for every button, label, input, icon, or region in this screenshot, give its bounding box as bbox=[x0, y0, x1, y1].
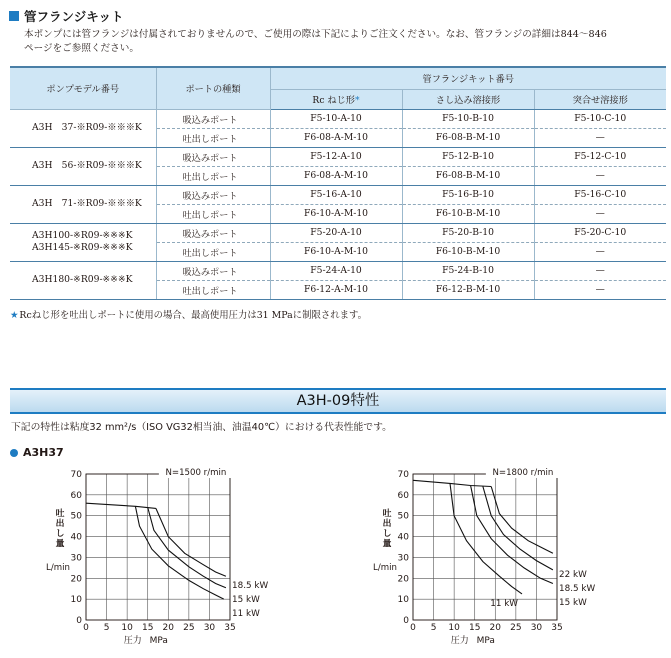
note-text: Rcねじ形を吐出しポートに使用の場合、最高使用圧力は31 MPaに制限されます。 bbox=[19, 310, 367, 321]
x-tick-label: 35 bbox=[224, 623, 236, 633]
y-axis-label-char: 出 bbox=[55, 519, 65, 529]
butt-kit-cell: F5-12-C-10 bbox=[534, 147, 666, 166]
model-number: A3H 71-※R09-※※※K bbox=[32, 198, 142, 209]
series-line-15kW bbox=[471, 486, 553, 584]
series-label: 15 kW bbox=[559, 598, 587, 608]
rc-kit-cell: F6-10-A-M-10 bbox=[270, 204, 402, 223]
plot-frame bbox=[86, 474, 230, 620]
model-number: A3H 56-※R09-※※※K bbox=[32, 160, 142, 171]
butt-kit-cell: — bbox=[534, 261, 666, 280]
port-cell: 吸込みポート bbox=[156, 109, 270, 128]
butt-kit-cell: — bbox=[534, 166, 666, 185]
series-line-18.5kW bbox=[156, 508, 226, 576]
x-tick-label: 0 bbox=[83, 623, 89, 633]
butt-kit-cell: — bbox=[534, 204, 666, 223]
col-header-butt: 突合せ溶接形 bbox=[534, 89, 666, 109]
y-tick-label: 0 bbox=[403, 616, 409, 626]
x-axis-unit: MPa bbox=[149, 636, 168, 646]
y-tick-label: 20 bbox=[397, 574, 409, 585]
x-axis-unit: MPa bbox=[476, 636, 495, 646]
x-tick-label: 15 bbox=[141, 623, 154, 633]
chart-title: N=1800 r/min bbox=[492, 468, 554, 478]
socket-kit-cell: F6-08-B-M-10 bbox=[402, 128, 534, 147]
socket-kit-cell: F5-16-B-10 bbox=[402, 185, 534, 204]
x-tick-label: 30 bbox=[203, 623, 216, 633]
y-axis-label-char: 量 bbox=[55, 539, 65, 549]
port-cell: 吐出しポート bbox=[156, 128, 270, 147]
port-cell: 吸込みポート bbox=[156, 261, 270, 280]
series-line-11kW bbox=[450, 483, 522, 594]
subsection-title-text: A3H37 bbox=[23, 446, 64, 459]
y-axis-unit: L/min bbox=[373, 563, 397, 573]
series-label: 11 kW bbox=[490, 598, 519, 609]
col-header-kit: 管フランジキット番号 bbox=[270, 67, 666, 89]
col-header-rc: Rc ねじ形* bbox=[270, 89, 402, 109]
series-line-envelope bbox=[413, 480, 491, 486]
port-cell: 吐出しポート bbox=[156, 280, 270, 299]
x-tick-label: 0 bbox=[410, 623, 416, 633]
star-icon: ★ bbox=[10, 310, 19, 321]
x-tick-label: 10 bbox=[448, 623, 460, 633]
butt-kit-cell: — bbox=[534, 242, 666, 261]
y-axis-label-char: 吐 bbox=[382, 509, 392, 519]
x-tick-label: 10 bbox=[121, 623, 133, 633]
socket-kit-cell: F6-08-B-M-10 bbox=[402, 166, 534, 185]
butt-kit-cell: F5-20-C-10 bbox=[534, 223, 666, 242]
x-tick-label: 5 bbox=[430, 623, 437, 633]
series-label: 11 kW bbox=[232, 609, 260, 619]
y-tick-label: 10 bbox=[397, 595, 409, 606]
x-tick-label: 25 bbox=[510, 623, 522, 633]
y-axis-label-char: 量 bbox=[382, 539, 392, 549]
x-tick-label: 30 bbox=[530, 623, 543, 633]
x-tick-label: 15 bbox=[468, 623, 481, 633]
series-label: 18.5 kW bbox=[559, 584, 596, 594]
rc-kit-cell: F6-08-A-M-10 bbox=[270, 166, 402, 185]
socket-kit-cell: F6-10-B-M-10 bbox=[402, 204, 534, 223]
rc-kit-cell: F6-08-A-M-10 bbox=[270, 128, 402, 147]
x-tick-label: 35 bbox=[551, 623, 563, 633]
rc-kit-cell: F5-10-A-10 bbox=[270, 109, 402, 128]
x-axis-label: 圧力 bbox=[123, 636, 142, 646]
x-tick-label: 25 bbox=[183, 623, 195, 633]
y-tick-label: 60 bbox=[70, 490, 82, 501]
socket-kit-cell: F5-24-B-10 bbox=[402, 261, 534, 280]
series-line-envelope bbox=[86, 503, 156, 508]
banner-title: A3H-09特性 bbox=[296, 393, 380, 409]
butt-kit-cell: — bbox=[534, 280, 666, 299]
col-header-model: ポンプモデル番号 bbox=[10, 67, 156, 109]
port-cell: 吸込みポート bbox=[156, 185, 270, 204]
x-tick-label: 5 bbox=[103, 623, 110, 633]
rc-kit-cell: F5-16-A-10 bbox=[270, 185, 402, 204]
socket-kit-cell: F5-12-B-10 bbox=[402, 147, 534, 166]
y-axis-unit: L/min bbox=[46, 563, 70, 573]
series-label: 15 kW bbox=[232, 595, 260, 605]
socket-kit-cell: F5-10-B-10 bbox=[402, 109, 534, 128]
intro-line: ページをご参照ください。 bbox=[24, 43, 139, 54]
rc-kit-cell: F5-24-A-10 bbox=[270, 261, 402, 280]
rc-kit-cell: F6-12-A-M-10 bbox=[270, 280, 402, 299]
series-line-15kW bbox=[148, 507, 226, 587]
y-tick-label: 40 bbox=[397, 532, 409, 543]
socket-kit-cell: F6-12-B-M-10 bbox=[402, 280, 534, 299]
plot-frame bbox=[413, 474, 557, 620]
y-tick-label: 30 bbox=[70, 553, 82, 564]
y-tick-label: 60 bbox=[397, 490, 409, 501]
model-number: A3H180-※R09-※※※K bbox=[32, 274, 133, 285]
butt-kit-cell: — bbox=[534, 128, 666, 147]
series-line-11kW bbox=[135, 506, 223, 599]
model-number: A3H 37-※R09-※※※K bbox=[32, 122, 142, 133]
socket-kit-cell: F6-10-B-M-10 bbox=[402, 242, 534, 261]
series-label: 18.5 kW bbox=[232, 581, 269, 591]
port-cell: 吸込みポート bbox=[156, 147, 270, 166]
y-tick-label: 30 bbox=[397, 553, 409, 564]
y-axis-label-char: し bbox=[382, 529, 392, 539]
y-tick-label: 50 bbox=[70, 511, 82, 522]
port-cell: 吐出しポート bbox=[156, 242, 270, 261]
x-tick-label: 20 bbox=[489, 623, 502, 633]
series-label: 22 kW bbox=[559, 570, 587, 580]
y-tick-label: 0 bbox=[76, 616, 82, 626]
port-cell: 吐出しポート bbox=[156, 166, 270, 185]
y-axis-label-char: し bbox=[55, 529, 65, 539]
rc-kit-cell: F6-10-A-M-10 bbox=[270, 242, 402, 261]
rc-kit-cell: F5-12-A-10 bbox=[270, 147, 402, 166]
x-tick-label: 20 bbox=[162, 623, 175, 633]
y-tick-label: 50 bbox=[397, 511, 409, 522]
rc-kit-cell: F5-20-A-10 bbox=[270, 223, 402, 242]
port-cell: 吸込みポート bbox=[156, 223, 270, 242]
butt-kit-cell: F5-10-C-10 bbox=[534, 109, 666, 128]
y-tick-label: 20 bbox=[70, 574, 82, 585]
socket-kit-cell: F5-20-B-10 bbox=[402, 223, 534, 242]
chart-title: N=1500 r/min bbox=[165, 468, 227, 478]
model-number: A3H100-※R09-※※※K bbox=[32, 230, 133, 241]
y-tick-label: 70 bbox=[397, 470, 409, 480]
section-title-text: 管フランジキット bbox=[24, 9, 124, 24]
intro-line: 本ポンプには管フランジは付属されておりませんので、ご使用の際は下記によりご注文ください。なお、管フランジの詳細は844〜846 bbox=[24, 29, 607, 40]
col-header-socket: さし込み溶接形 bbox=[402, 89, 534, 109]
series-line-22kW bbox=[491, 487, 553, 554]
y-axis-label-char: 吐 bbox=[55, 509, 65, 519]
x-axis-label: 圧力 bbox=[450, 636, 469, 646]
y-tick-label: 70 bbox=[70, 470, 82, 480]
y-tick-label: 10 bbox=[70, 595, 82, 606]
port-cell: 吐出しポート bbox=[156, 204, 270, 223]
butt-kit-cell: F5-16-C-10 bbox=[534, 185, 666, 204]
y-tick-label: 40 bbox=[70, 532, 82, 543]
y-axis-label-char: 出 bbox=[382, 519, 392, 529]
conditions-text: 下記の特性は粘度32 mm²/s（ISO VG32相当油、油温40℃）における代表性能です。 bbox=[11, 422, 392, 433]
col-header-port: ポートの種類 bbox=[156, 67, 270, 109]
model-number: A3H145-※R09-※※※K bbox=[32, 242, 133, 253]
